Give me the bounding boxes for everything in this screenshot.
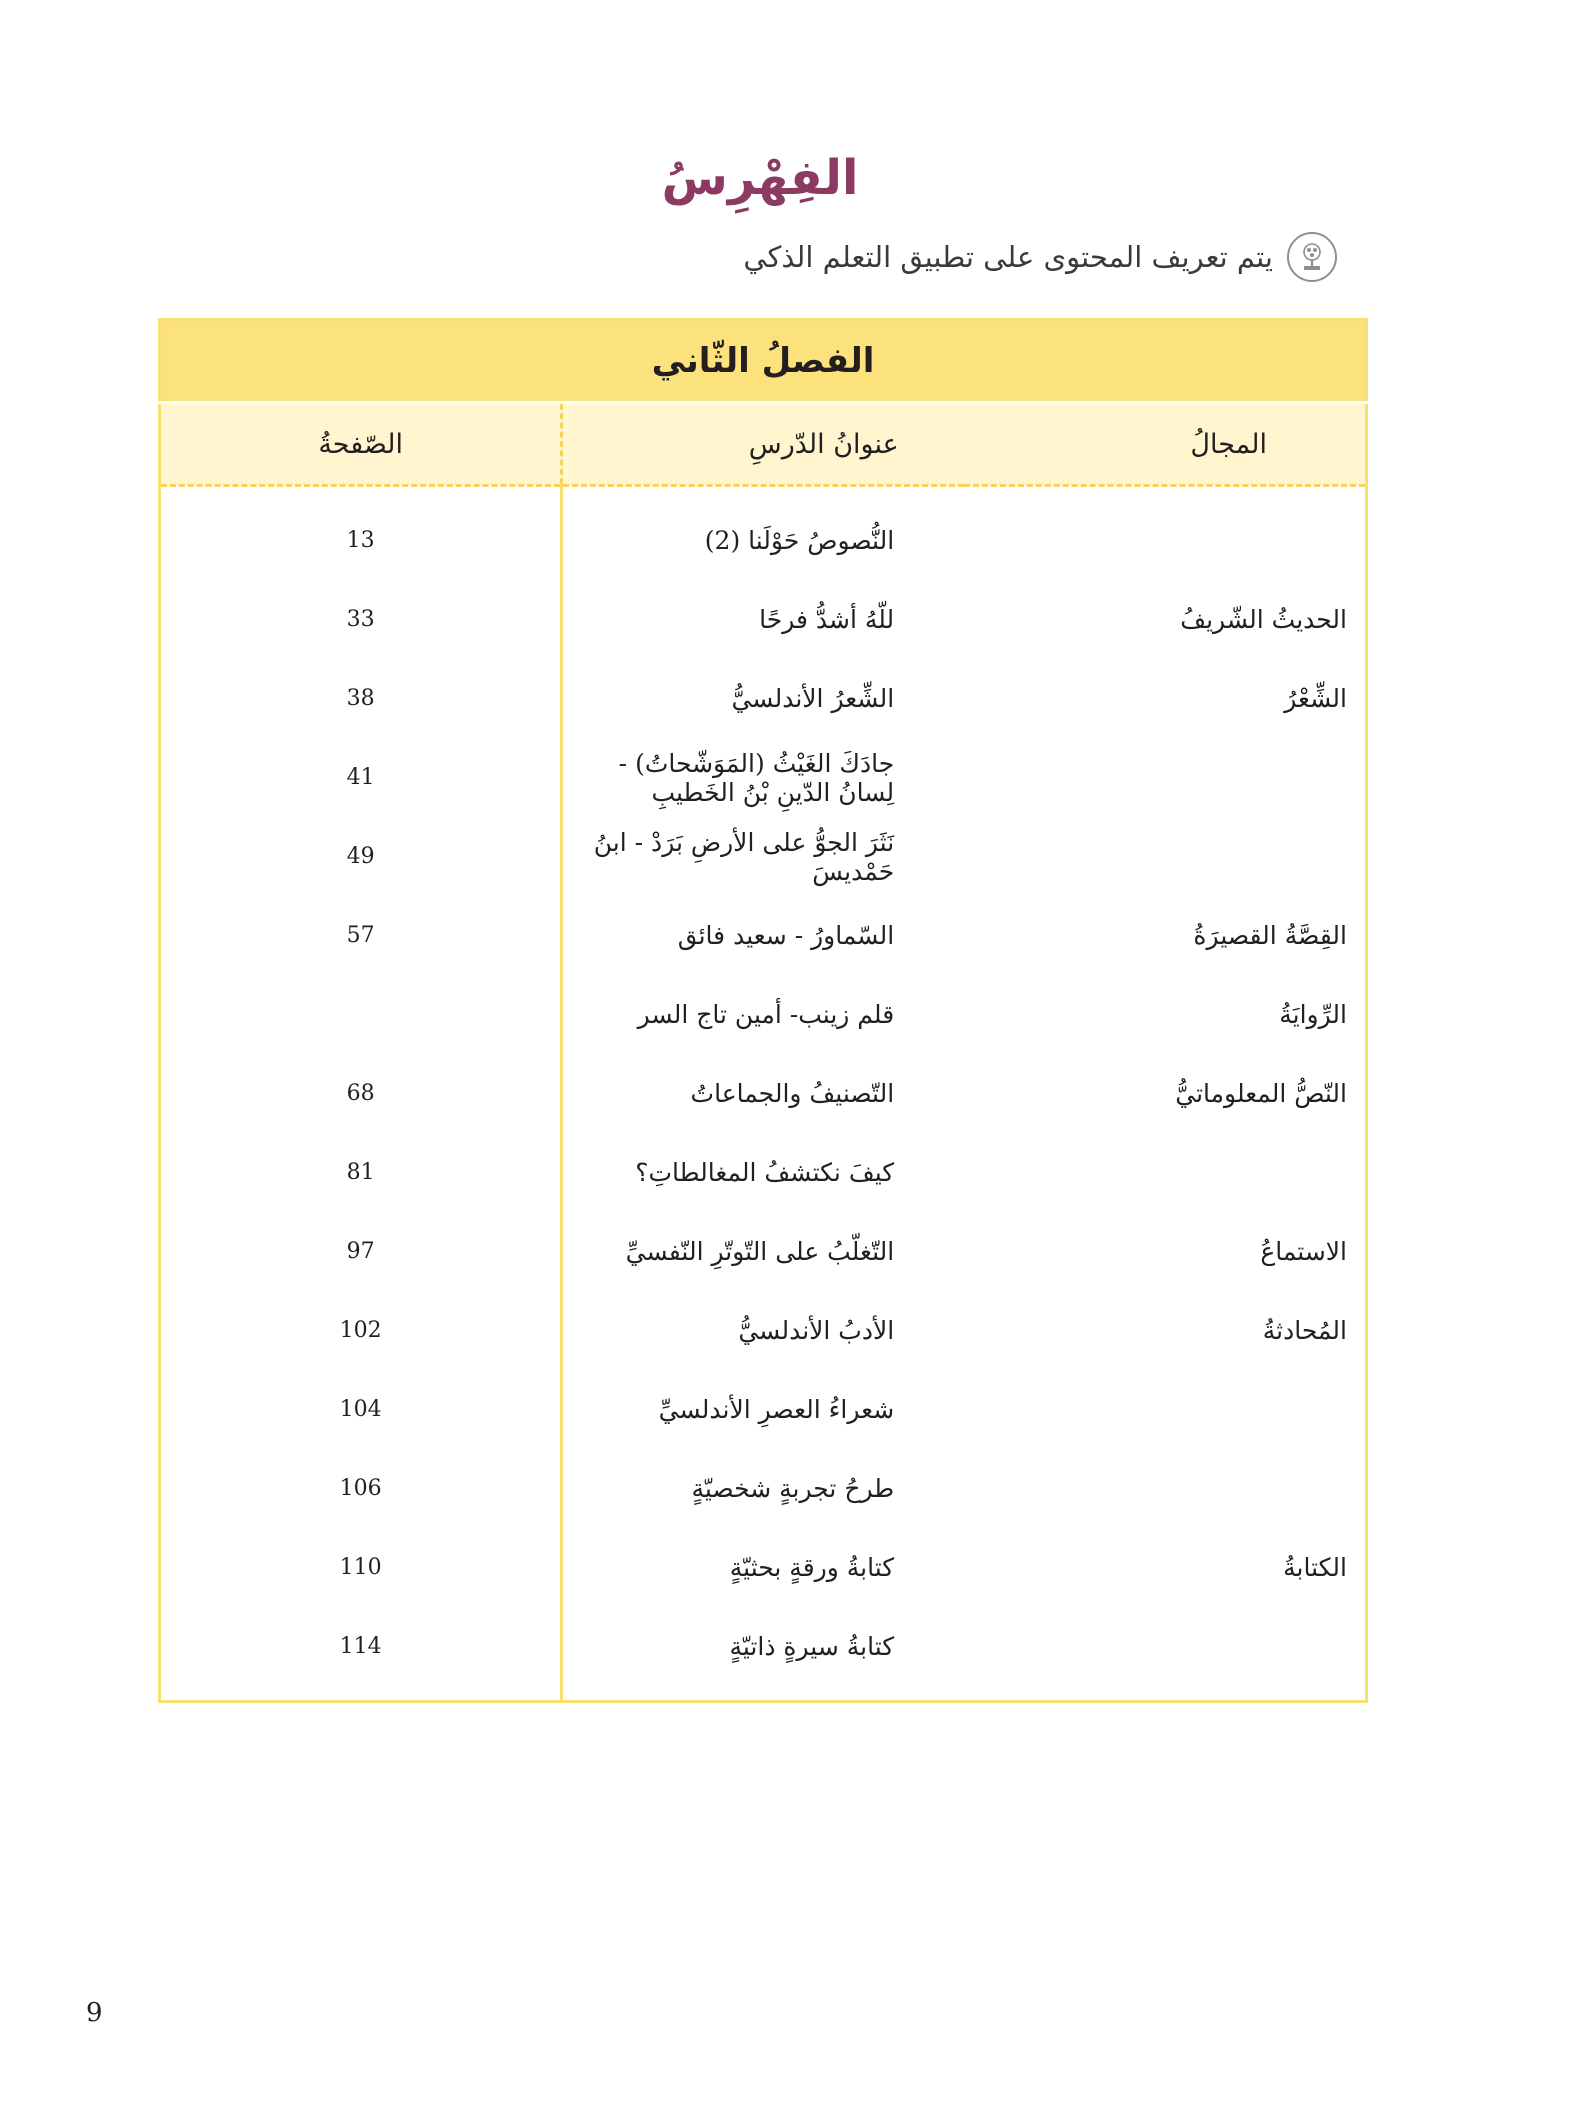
lesson-cell[interactable]: السّماورُ - سعيد فائق [562,896,964,975]
table-row[interactable] [160,1449,1367,1528]
page-title: الفِهْرِسُ [661,150,859,206]
table-of-contents [158,318,1368,1703]
lesson-cell[interactable]: كتابةُ ورقةٍ بحثيّةٍ [562,1528,964,1607]
table-row[interactable] [160,1291,1367,1370]
domain-cell: الحديثُ الشّريفُ [1180,605,1347,634]
page-cell: 33 [346,607,375,632]
page-cell: 104 [339,1397,382,1422]
table-row[interactable] [160,1607,1367,1702]
lesson-cell[interactable]: الشِّعرُ الأندلسيُّ [562,659,964,738]
domain-cell [964,1370,1366,1449]
toc-body [160,486,1367,1702]
lesson-cell[interactable]: نَثَرَ الجوُّ على الأرضِ بَرَدْ - ابنُ حَمْديسَ [562,817,964,896]
table-row[interactable] [160,1528,1367,1607]
smart-learning-note [743,232,1337,282]
domain-cell [964,817,1366,896]
column-header-lesson: عنوانُ الدّرسِ [562,403,964,486]
page-cell: 13 [346,528,375,553]
page-cell: 110 [339,1555,382,1580]
domain-cell [964,1133,1366,1212]
table-row[interactable] [160,1212,1367,1291]
column-header-page: الصّفحةُ [160,403,562,486]
lesson-cell[interactable]: جادَكَ الغَيْثُ (المَوَشّحاتُ) - لِسانُ الدّينِ بْنُ الخَطيبِ [562,738,964,817]
page-cell: 97 [346,1239,375,1264]
lesson-cell[interactable]: كتابةُ سيرةٍ ذاتيّةٍ [562,1607,964,1702]
domain-cell [964,738,1366,817]
page-number: 9 [86,1998,103,2028]
page-cell: 102 [339,1318,382,1343]
page-cell [160,975,562,1054]
lesson-cell[interactable]: قلم زينب- أمين تاج السر [562,975,964,1054]
table-row[interactable] [160,975,1367,1054]
page-cell: 114 [339,1634,382,1659]
table-row[interactable] [160,1054,1367,1133]
domain-cell: المُحادثةُ [1262,1316,1347,1345]
lesson-cell[interactable]: شعراءُ العصرِ الأندلسيِّ [562,1370,964,1449]
lesson-cell[interactable]: كيفَ نكتشفُ المغالطاتِ؟ [562,1133,964,1212]
page-cell: 81 [346,1160,375,1185]
table-row[interactable] [160,580,1367,659]
table-row[interactable] [160,659,1367,738]
page-cell: 68 [346,1081,375,1106]
table-row[interactable] [160,738,1367,817]
table-row[interactable] [160,1133,1367,1212]
domain-cell: القِصَّةُ القصيرَةُ [1193,921,1347,950]
smart-learning-text: يتم تعريف المحتوى على تطبيق التعلم الذكي [743,240,1273,274]
domain-cell [964,1449,1366,1528]
table-row[interactable] [160,896,1367,975]
lesson-cell[interactable]: النُّصوصُ حَوْلَنا (2) [562,486,964,581]
page-cell: 41 [346,765,375,790]
domain-cell: النّصُّ المعلوماتيُّ [1175,1079,1347,1108]
page-cell: 38 [346,686,375,711]
domain-cell: الشِّعْرُ [1284,684,1347,713]
domain-cell: الاستماعُ [1260,1237,1347,1266]
table-row[interactable] [160,1370,1367,1449]
domain-cell: الرِّوايَةُ [1279,1000,1347,1029]
lesson-cell[interactable]: الأدبُ الأندلسيُّ [562,1291,964,1370]
column-header-domain: المجالُ [964,403,1366,486]
lesson-cell[interactable]: التّغلّبُ على التّوتّرِ النّفسيِّ [562,1212,964,1291]
chapter-header-row [160,320,1367,403]
lesson-cell[interactable]: طرحُ تجربةٍ شخصيّةٍ [562,1449,964,1528]
domain-cell [964,1607,1366,1702]
column-header-row [160,403,1367,486]
table-row[interactable] [160,486,1367,581]
page-cell: 106 [339,1476,382,1501]
lesson-cell[interactable]: للّهُ أشدُّ فرحًا [562,580,964,659]
tree-icon [1287,232,1337,282]
lesson-cell[interactable]: التّصنيفُ والجماعاتُ [562,1054,964,1133]
table-row[interactable] [160,817,1367,896]
page-cell: 49 [346,844,375,869]
domain-cell [964,486,1366,581]
domain-cell: الكتابةُ [1283,1553,1347,1582]
chapter-title: الفصلُ الثّاني [160,320,1367,403]
page-cell: 57 [346,923,375,948]
